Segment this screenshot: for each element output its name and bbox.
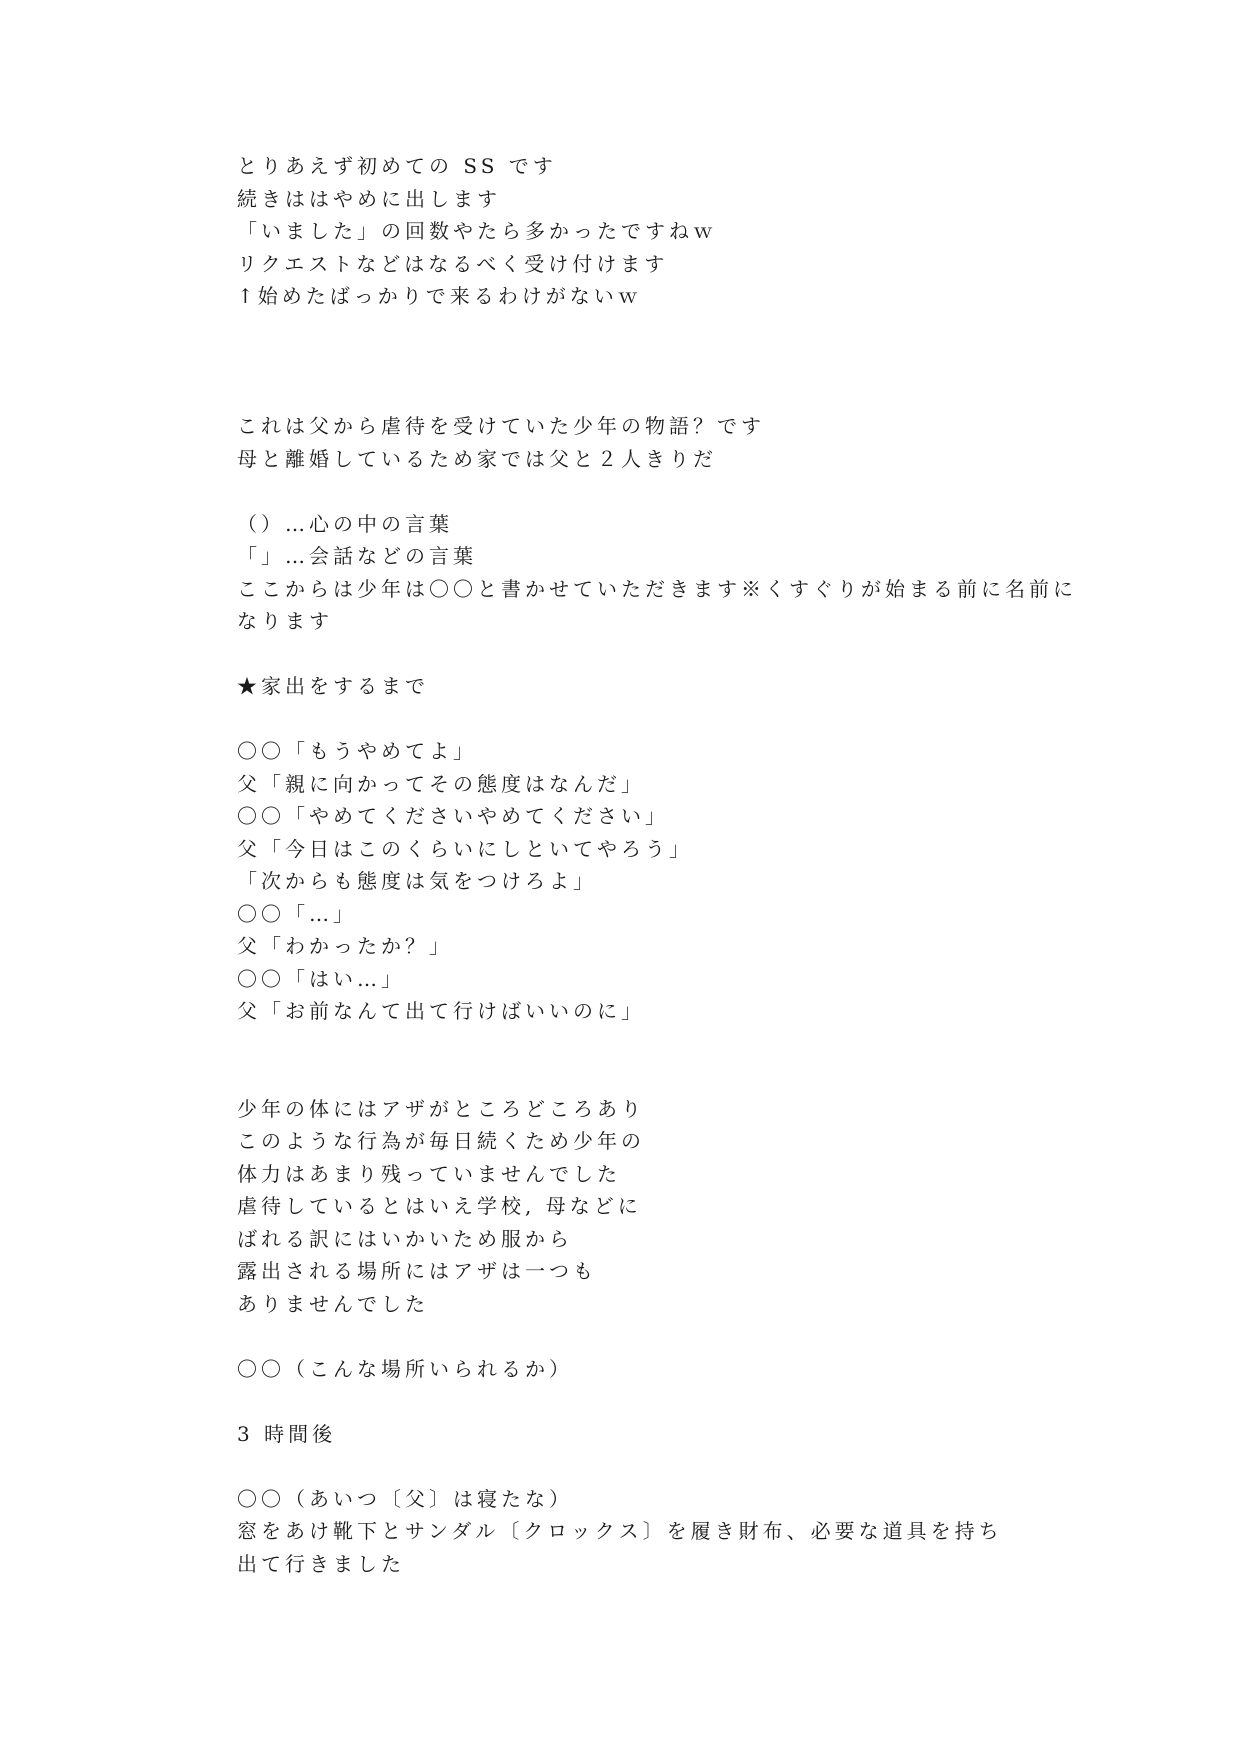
text-line: ありませんでした <box>237 1291 429 1316</box>
text-line: 父「お前なんて出て行けばいいのに」 <box>237 999 645 1023</box>
text-line: （）…心の中の言葉 <box>237 511 453 536</box>
text-line: 3 時間後 <box>237 1421 337 1446</box>
text-line: リクエストなどはなるべく受け付けます <box>237 251 669 276</box>
text-line: とりあえず初めての SS です <box>237 154 557 178</box>
text-line: ↑始めたばっかりで来るわけがないｗ <box>237 284 642 308</box>
text-line: 〇〇（あいつ〔父〕は寝たな） <box>237 1486 573 1511</box>
text-line: 母と離婚しているため家では父と２人きりだ <box>237 446 717 471</box>
text-line: 「」…会話などの言葉 <box>237 544 477 568</box>
text-line: なります <box>237 609 333 633</box>
text-line: これは父から虐待を受けていた少年の物語？です <box>237 414 765 438</box>
text-line: ここからは少年は〇〇と書かせていただきます※くすぐりが始まる前に名前に <box>237 576 1077 601</box>
text-line: 父「わかったか？」 <box>237 934 453 958</box>
text-line: 出て行きました <box>237 1551 405 1576</box>
text-line: 窓をあけ靴下とサンダル〔クロックス〕を履き財布、必要な道具を持ち <box>237 1519 1003 1543</box>
text-line: 続きははやめに出します <box>237 186 501 211</box>
blank-line <box>237 378 1037 411</box>
blank-line <box>237 1385 1037 1418</box>
blank-line <box>237 345 1037 378</box>
blank-line <box>237 1320 1037 1353</box>
text-line: 露出される場所にはアザは一つも <box>237 1259 597 1283</box>
text-line: 体力はあまり残っていませんでした <box>237 1161 621 1186</box>
text-line: 虐待しているとはいえ学校, 母などに <box>237 1194 642 1218</box>
text-line: 〇〇（こんな場所いられるか） <box>237 1356 573 1381</box>
blank-line <box>237 1060 1037 1093</box>
text-line: 〇〇「やめてくださいやめてください」 <box>237 804 669 828</box>
blank-line <box>237 638 1037 671</box>
text-line: 父「親に向かってその態度はなんだ」 <box>237 771 645 796</box>
text-line: 〇〇「…」 <box>237 901 357 926</box>
blank-line <box>237 703 1037 736</box>
blank-line <box>237 313 1037 346</box>
blank-line <box>237 475 1037 508</box>
text-line: 少年の体にはアザがところどころあり <box>237 1096 645 1121</box>
document-body <box>237 150 1077 1580</box>
text-line: ばれる訳にはいかいため服から <box>237 1226 573 1251</box>
text-line: 「いました」の回数やたら多かったですねｗ <box>237 219 717 243</box>
text-line: 〇〇「はい…」 <box>237 966 405 991</box>
blank-line <box>237 1028 1037 1061</box>
text-line: 〇〇「もうやめてよ」 <box>237 739 477 763</box>
blank-line <box>237 1450 1037 1483</box>
text-line: 父「今日はこのくらいにしといてやろう」 <box>237 836 693 861</box>
text-line: ★家出をするまで <box>237 674 429 698</box>
text-line: 「次からも態度は気をつけろよ」 <box>237 869 597 893</box>
text-line: このような行為が毎日続くため少年の <box>237 1129 645 1153</box>
